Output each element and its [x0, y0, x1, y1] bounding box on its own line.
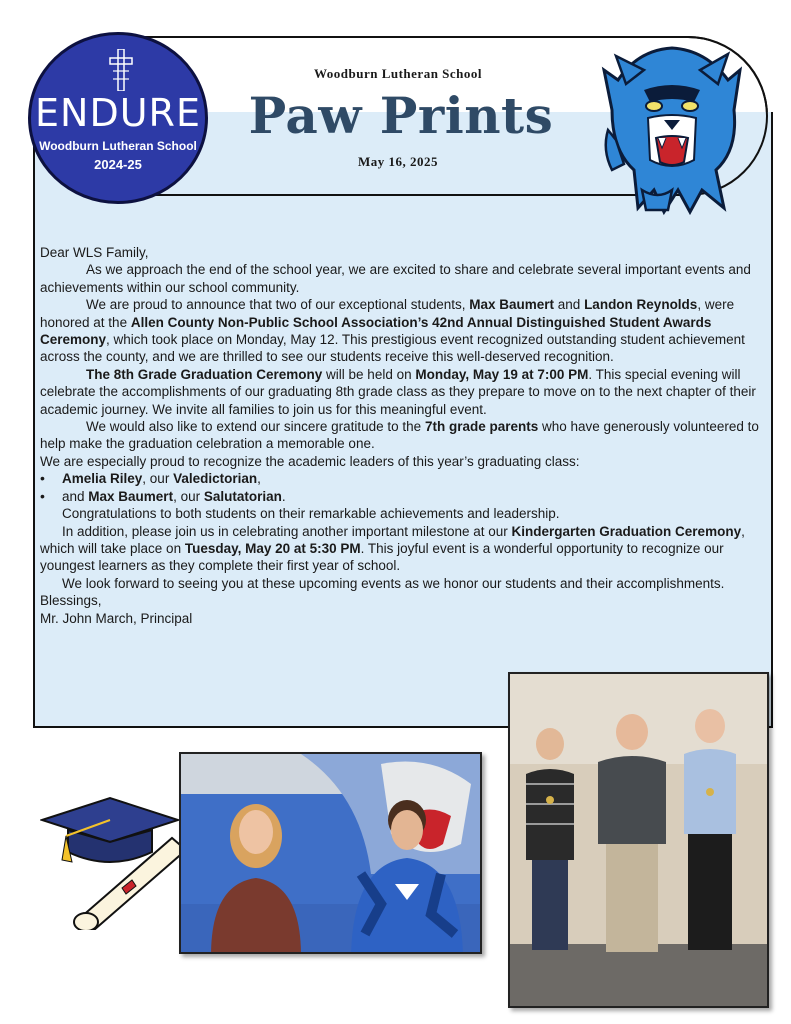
event-time: Monday, May 19 at 7:00 PM — [415, 366, 589, 382]
endure-logo — [28, 32, 208, 204]
student-name: Max Baumert — [469, 297, 555, 313]
paragraph-gratitude: We would also like to extend our sincere gratitude to the 7th grade parents who have generously volunteered to help make the graduation celebration a memorable one. — [40, 419, 759, 452]
parents-group: 7th grade parents — [424, 419, 539, 435]
paragraph-8th-grade: The 8th Grade Graduation Ceremony will be held on Monday, May 19 at 7:00 PM. This special evening will celebrate the accomplishments of our graduating 8th grade class as they prepare to move on to the next chapter of their academic journey. We invite all families to join us for this meaningful event. — [40, 366, 756, 417]
event-time: Tuesday, May 20 at 5:30 PM — [184, 540, 361, 556]
wildcat-mascot-icon — [598, 40, 746, 216]
logo-year: 2024-25 — [94, 157, 142, 172]
paragraph-congrats: Congratulations to both students on their remarkable achievements and leadership. — [62, 506, 560, 522]
principal-letter — [40, 244, 766, 627]
bullet-valedictorian: • Amelia Riley, our Valedictorian, — [40, 470, 766, 487]
award-event: Allen County Non-Public School Association’s 42nd Annual Distinguished Student Awards Ceremony — [40, 314, 712, 348]
students-photo-icon — [181, 754, 482, 954]
paragraph-intro: As we approach the end of the school year, we are excited to share and celebrate several important events and achievements within our school community. — [40, 262, 751, 295]
paragraph-kindergarten: In addition, please join us in celebrating another important milestone at our Kindergarten Graduation Ceremony, which will take place on Tuesday, May 20 at 5:30 PM. This joyful event is a wonderful opportunity to recognize our youngest learners as they complete their first year of school. — [40, 523, 745, 574]
newsletter-title: Paw Prints — [248, 86, 554, 145]
logo-school: Woodburn Lutheran School — [39, 139, 197, 153]
student-name: Landon Reynolds — [584, 297, 698, 313]
photo-valedictorian-salutatorian — [179, 752, 482, 954]
signature: Mr. John March, Principal — [40, 610, 193, 626]
newsletter-date: May 16, 2025 — [357, 154, 439, 169]
event-name: Kindergarten Graduation Ceremony — [511, 523, 742, 539]
paragraph-awards: We are proud to announce that two of our exceptional students, Max Baumert and Landon Reynolds, were honored at the Allen County Non-Public School Association’s 42nd Annual Distinguished Student Awards Ceremony, which took place on Monday, May 12. This prestigious event recognized outstanding student achievement across the county, and we are thrilled to see our students receive this well-deserved recognition. — [40, 297, 745, 365]
school-name: Woodburn Lutheran School — [313, 66, 483, 81]
graduation-cap-icon — [40, 790, 190, 930]
award-photo-icon — [510, 674, 769, 1008]
cross-icon — [109, 49, 133, 91]
logo-word: ENDURE — [35, 91, 201, 135]
event-name: The 8th Grade Graduation Ceremony — [86, 366, 323, 382]
paragraph-closing: We look forward to seeing you at these upcoming events as we honor our students and their accomplishments. — [62, 575, 725, 591]
closing: Blessings, — [40, 593, 102, 609]
greeting: Dear WLS Family, — [40, 245, 149, 260]
paragraph-leaders: We are especially proud to recognize the academic leaders of this year’s graduating class: — [40, 453, 580, 469]
bullet-salutatorian: • and Max Baumert, our Salutatorian. — [40, 488, 766, 505]
photo-award-recipients — [508, 672, 769, 1008]
